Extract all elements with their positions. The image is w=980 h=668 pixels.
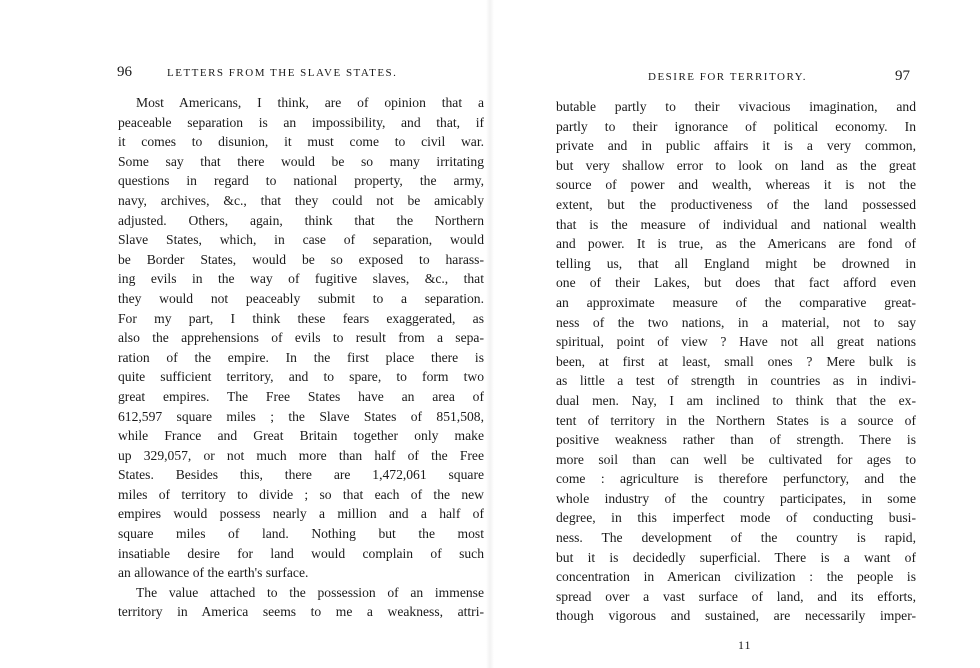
text-line: whole industry of the country participates, in some: [556, 490, 916, 506]
text-line: it comes to disunion, it must come to civil war.: [118, 134, 484, 150]
page-number: 97: [895, 68, 910, 84]
text-line: ness. The development of the country is rapid,: [556, 530, 916, 546]
text-line: ness of the two nations, in a material, not to say: [556, 314, 916, 330]
text-line: navy, archives, &c., that they could not be amicably: [118, 192, 484, 208]
text-line: while France and Great Britain together only make: [118, 428, 484, 444]
text-line: as little a test of strength in countries as in indivi-: [556, 373, 916, 389]
text-line: be Border States, would be so exposed to harass-: [118, 251, 484, 267]
text-line: source of power and wealth, whereas it is not the: [556, 177, 916, 193]
text-line: but very shallow error to look on land as the great: [556, 157, 916, 173]
text-line: tent of territory in the Northern States is a source of: [556, 412, 916, 428]
text-line: ration of the empire. In the first place there is: [118, 349, 484, 365]
text-line: dual men. Nay, I am inclined to think that the ex-: [556, 392, 916, 408]
text-line: The value attached to the possession of an immense: [136, 584, 484, 600]
body-text: [556, 97, 916, 626]
text-line: though vigorous and sustained, are necessarily imper-: [556, 608, 916, 624]
text-line: also the apprehensions of evils to result from a sepa-: [118, 330, 484, 346]
text-line: ing evils in the way of fugitive slaves, &c., that: [118, 271, 484, 287]
text-line: extent, but the productiveness of the land possessed: [556, 196, 916, 212]
text-line: degree, in this imperfect mode of conducting busi-: [556, 510, 916, 526]
page-number: 96: [117, 64, 132, 80]
text-line: butable partly to their vivacious imagination, and: [556, 99, 916, 114]
signature-mark: 11: [738, 638, 752, 652]
text-line: great empires. The Free States have an area of: [118, 388, 484, 404]
text-line: territory in America seems to me a weakness, attri-: [118, 604, 484, 620]
running-head: DESIRE FOR TERRITORY.: [648, 71, 807, 83]
text-line: 612,597 square miles ; the Slave States of 851,508,: [118, 408, 484, 424]
text-line: For my part, I think these fears exaggerated, as: [118, 310, 484, 326]
text-line: adjusted. Others, again, think that the Northern: [118, 212, 484, 228]
text-line: Slave States, which, in case of separation, would: [118, 232, 484, 248]
text-line: one of their Lakes, but does that fact afford even: [556, 275, 916, 291]
text-line: quite sufficient territory, and to spare, to form two: [118, 369, 484, 385]
text-line: and power. It is true, as the Americans are fond of: [556, 236, 916, 252]
text-line: an allowance of the earth's surface.: [118, 565, 309, 581]
running-head: LETTERS FROM THE SLAVE STATES.: [167, 67, 398, 79]
text-line: Most Americans, I think, are of opinion that a: [136, 95, 484, 110]
text-line: Some say that there would be so many irritating: [118, 153, 484, 169]
text-line: been, at first at least, small ones ? Mere bulk is: [556, 353, 916, 369]
text-line: concentration in American civilization : the people is: [556, 569, 916, 585]
text-line: up 329,057, or not much more than half of the Free: [118, 447, 484, 463]
text-line: they would not peaceably submit to a separation.: [118, 290, 484, 306]
text-line: empires would possess nearly a million and a half of: [118, 506, 484, 522]
text-line: miles of territory to divide ; so that each of the new: [118, 486, 484, 502]
text-line: that is the measure of individual and national wealth: [556, 216, 916, 232]
body-text: [118, 93, 484, 622]
text-line: questions in regard to national property, the army,: [118, 173, 484, 189]
text-line: but it is decidedly superficial. There is a want of: [556, 549, 916, 565]
text-line: private and in public affairs it is a very common,: [556, 138, 916, 154]
right-page: [490, 0, 980, 668]
text-line: partly to their ignorance of political economy. In: [556, 118, 916, 134]
text-line: an approximate measure of the comparative great-: [556, 294, 916, 310]
text-line: come : agriculture is therefore perfunctory, and the: [556, 471, 916, 487]
text-line: square miles of land. Nothing but the most: [118, 526, 484, 542]
text-line: spiritual, point of view ? Have not all great nations: [556, 334, 916, 350]
text-line: States. Besides this, there are 1,472,061 square: [118, 467, 484, 483]
text-line: telling us, that all England might be drowned in: [556, 255, 916, 271]
text-line: spread over a vast surface of land, and its efforts,: [556, 588, 916, 604]
text-line: positive weakness rather than of strength. There is: [556, 432, 916, 448]
text-line: more soil than can well be cultivated for ages to: [556, 451, 916, 467]
text-line: peaceable separation is an impossibility, and that, if: [118, 114, 484, 130]
text-line: insatiable desire for land would complain of such: [118, 545, 484, 561]
